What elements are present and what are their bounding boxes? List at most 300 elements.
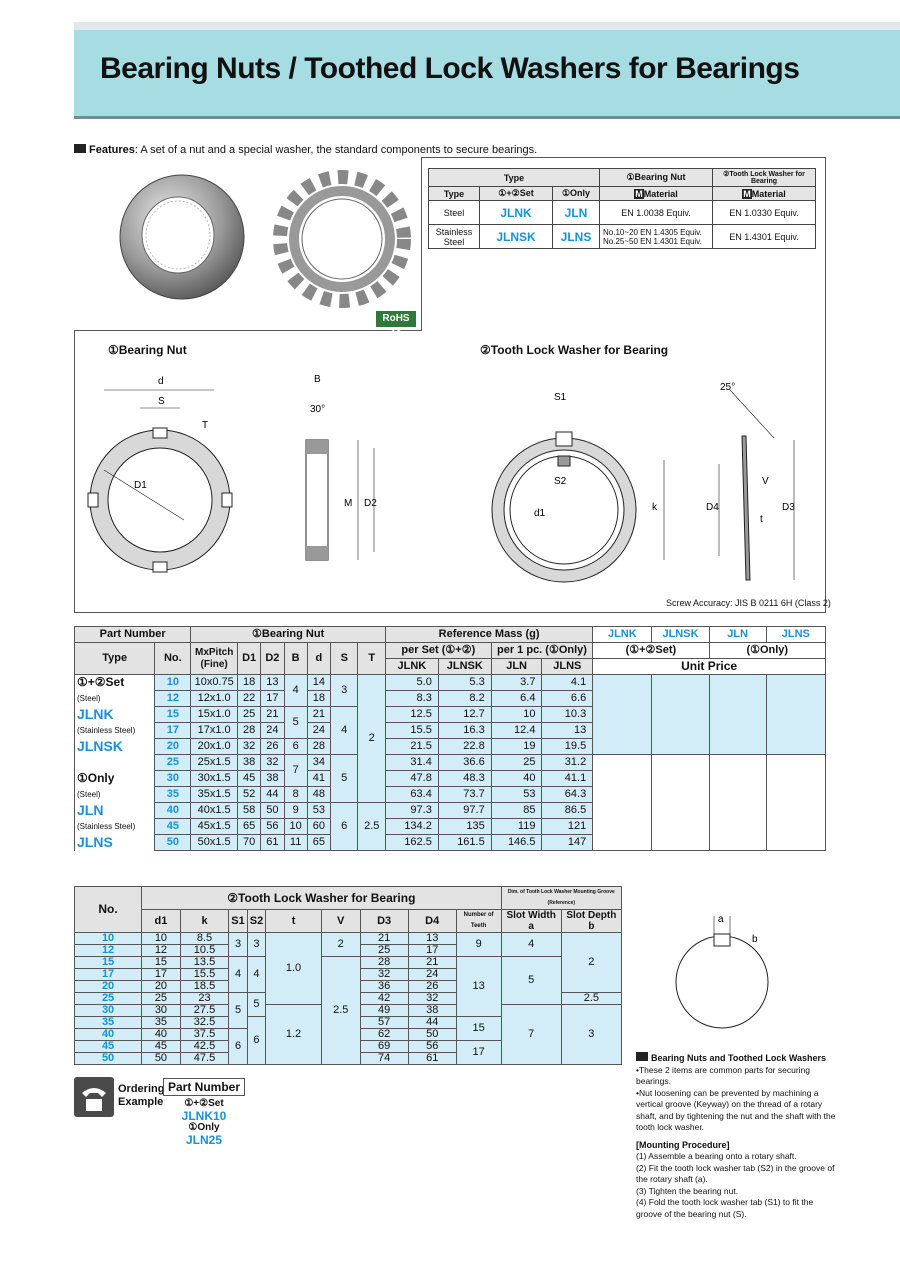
- mass-value: 31.4: [385, 755, 438, 771]
- side-title: Bearing Nuts and Toothed Lock Washers: [651, 1053, 827, 1063]
- h-unit-price: Unit Price: [593, 659, 826, 675]
- unit-price-cell: [766, 755, 825, 851]
- mass-value: 19: [491, 739, 542, 755]
- mass-value: 63.4: [385, 787, 438, 803]
- mx-pitch: 50x1.5: [191, 835, 238, 851]
- washer-photo: [280, 177, 404, 301]
- D2-value: 61: [261, 835, 284, 851]
- w-h-k: k: [180, 910, 229, 933]
- B-value: 5: [284, 707, 307, 739]
- w-h-S1: S1: [229, 910, 247, 933]
- D2-value: 32: [261, 755, 284, 771]
- ordering-set-example: JLNK10: [181, 1109, 227, 1123]
- unit-price-cell: [652, 675, 709, 755]
- mt-set-header: ①+②Set: [480, 187, 553, 201]
- ordering-label: Ordering Example: [118, 1083, 165, 1108]
- part-no: 45: [155, 819, 191, 835]
- ordering-part-number-box: Part Number: [163, 1078, 245, 1096]
- B-value: 11: [284, 835, 307, 851]
- washer-no: 10: [75, 933, 142, 945]
- w-h-d1: d1: [142, 910, 181, 933]
- dim-t: t: [760, 514, 763, 525]
- d-value: 18: [307, 691, 330, 707]
- page-title: Bearing Nuts / Toothed Lock Washers for Bearings: [100, 52, 800, 85]
- dim-B: B: [314, 374, 321, 385]
- B-value: 8: [284, 787, 307, 803]
- part-no: 25: [155, 755, 191, 771]
- mt-row-type: Stainless Steel: [429, 225, 480, 249]
- D1-value: 22: [238, 691, 261, 707]
- part-no: 50: [155, 835, 191, 851]
- D1-value: 45: [238, 771, 261, 787]
- material-table: [428, 168, 816, 249]
- d1-value: 30: [142, 1005, 181, 1017]
- mass-value: 19.5: [542, 739, 593, 755]
- D4-value: 32: [408, 993, 456, 1005]
- S-value: 5: [331, 755, 358, 803]
- mass-value: 12.4: [491, 723, 542, 739]
- mt-type-header: Type: [429, 169, 600, 187]
- mass-value: 41.1: [542, 771, 593, 787]
- side-p1: •These 2 items are common parts for securing bearings.: [636, 1064, 810, 1086]
- nut-diagram-label: ①Bearing Nut: [108, 343, 187, 357]
- washer-no: 12: [75, 945, 142, 957]
- d1-value: 15: [142, 957, 181, 969]
- B-value: 4: [284, 675, 307, 707]
- D1-value: 70: [238, 835, 261, 851]
- mx-pitch: 40x1.5: [191, 803, 238, 819]
- h-S: S: [331, 643, 358, 675]
- mass-value: 25: [491, 755, 542, 771]
- mass-value: 22.8: [438, 739, 491, 755]
- product-photo-image: [74, 157, 420, 329]
- D3-value: 49: [360, 1005, 408, 1017]
- D2-value: 26: [261, 739, 284, 755]
- S1-value: 3: [229, 933, 247, 957]
- dim-D4: D4: [706, 502, 719, 513]
- dim-angle25: 25°: [720, 382, 736, 393]
- w-h-D4: D4: [408, 910, 456, 933]
- d1-value: 40: [142, 1029, 181, 1041]
- dim-D3: D3: [782, 502, 795, 513]
- h-col-jlnsk: JLNSK: [652, 627, 709, 643]
- side-proc-title: [Mounting Procedure]: [636, 1139, 730, 1150]
- B-value: 9: [284, 803, 307, 819]
- d1-value: 45: [142, 1041, 181, 1053]
- mass-value: 119: [491, 819, 542, 835]
- teeth-value: 9: [456, 933, 501, 957]
- teeth-value: 17: [456, 1041, 501, 1065]
- w-h-V: V: [321, 910, 360, 933]
- mass-value: 31.2: [542, 755, 593, 771]
- side-s4: (4) Fold the tooth lock washer tab (S1) to fit the groove of the bearing nut (S).: [636, 1197, 814, 1219]
- washer-no: 17: [75, 969, 142, 981]
- d1-value: 50: [142, 1053, 181, 1065]
- type-label: JLNK: [75, 707, 155, 723]
- mass-value: 73.7: [438, 787, 491, 803]
- washer-front-view: [492, 392, 664, 582]
- mass-value: 97.7: [438, 803, 491, 819]
- B-value: 6: [284, 739, 307, 755]
- product-photo: [74, 157, 422, 331]
- D3-value: 57: [360, 1017, 408, 1029]
- dim-V: V: [762, 476, 769, 487]
- material-icon: M: [635, 188, 643, 199]
- S-value: 3: [331, 675, 358, 707]
- D3-value: 69: [360, 1041, 408, 1053]
- dim-S2: S2: [554, 476, 567, 487]
- dim-D2: D2: [364, 498, 377, 509]
- d1-value: 20: [142, 981, 181, 993]
- washer-no: 35: [75, 1017, 142, 1029]
- w-h-groove: Dim. of Tooth Lock Washer Mounting Groove (Reference): [501, 887, 621, 910]
- dim-S: S: [158, 396, 165, 407]
- rohs-badge: RoHS 10: [376, 311, 416, 327]
- d-value: 65: [307, 835, 330, 851]
- mass-value: 12.5: [385, 707, 438, 723]
- mass-value: 121: [542, 819, 593, 835]
- D3-value: 62: [360, 1029, 408, 1041]
- banner-top-strip: [74, 22, 900, 30]
- slot-depth-value: 2.5: [561, 993, 621, 1005]
- h-mass-jlns: JLNS: [542, 659, 593, 675]
- washer-no: 50: [75, 1053, 142, 1065]
- d-value: 34: [307, 755, 330, 771]
- type-label: (Stainless Steel): [75, 819, 155, 835]
- k-value: 18.5: [180, 981, 229, 993]
- D4-value: 24: [408, 969, 456, 981]
- dim-T: T: [202, 420, 209, 431]
- table-row: [75, 755, 826, 771]
- d-value: 48: [307, 787, 330, 803]
- D4-value: 21: [408, 957, 456, 969]
- part-no: 10: [155, 675, 191, 691]
- table-row: [75, 675, 826, 691]
- mx-pitch: 25x1.5: [191, 755, 238, 771]
- dim-S1: S1: [554, 392, 567, 403]
- dim-d: d: [158, 376, 164, 387]
- d-value: 14: [307, 675, 330, 691]
- D3-value: 21: [360, 933, 408, 945]
- w-h-no: No.: [75, 887, 142, 933]
- bearing-nut-table: [74, 626, 826, 851]
- part-no: 40: [155, 803, 191, 819]
- mass-value: 5.0: [385, 675, 438, 691]
- w-h-title: ②Tooth Lock Washer for Bearing: [142, 887, 501, 910]
- mass-value: 47.8: [385, 771, 438, 787]
- washer-side-view: [706, 382, 795, 580]
- h-col-jln: JLN: [709, 627, 766, 643]
- t-value: 1.2: [266, 1005, 322, 1065]
- S-value: 6: [331, 803, 358, 851]
- mx-pitch: 12x1.0: [191, 691, 238, 707]
- V-value: 2: [321, 933, 360, 957]
- mt-row-only: JLN: [553, 201, 600, 225]
- w-h-slotw: Slot Width a: [501, 910, 561, 933]
- ordering-only-example: JLN25: [185, 1133, 223, 1147]
- side-s1: (1) Assemble a bearing onto a rotary shaft.: [636, 1151, 797, 1161]
- D3-value: 74: [360, 1053, 408, 1065]
- mass-value: 161.5: [438, 835, 491, 851]
- nut-front-view: [88, 376, 232, 572]
- h-B: B: [284, 643, 307, 675]
- dim-b: b: [752, 934, 758, 945]
- part-no: 12: [155, 691, 191, 707]
- washer-no: 45: [75, 1041, 142, 1053]
- square-bullet-icon: [636, 1052, 648, 1061]
- D1-value: 52: [238, 787, 261, 803]
- mt-type2-header: Type: [429, 187, 480, 201]
- slot-width-value: 5: [501, 957, 561, 1005]
- teeth-value: 13: [456, 957, 501, 1017]
- D1-value: 32: [238, 739, 261, 755]
- D2-value: 13: [261, 675, 284, 691]
- mass-value: 97.3: [385, 803, 438, 819]
- h-D1: D1: [238, 643, 261, 675]
- w-h-S2: S2: [247, 910, 265, 933]
- technical-drawings: [74, 360, 826, 594]
- D2-value: 44: [261, 787, 284, 803]
- mt-row-set: JLNK: [480, 201, 553, 225]
- table-row: [75, 957, 622, 969]
- k-value: 32.5: [180, 1017, 229, 1029]
- bearing-nut-rows: [75, 675, 826, 851]
- screw-accuracy-note: Screw Accuracy: JIS B 0211 6H (Class 2): [666, 598, 831, 608]
- type-label: (Steel): [75, 691, 155, 707]
- d-value: 53: [307, 803, 330, 819]
- S2-value: 5: [247, 993, 265, 1017]
- V-value: 2.5: [321, 957, 360, 1065]
- D4-value: 17: [408, 945, 456, 957]
- k-value: 10.5: [180, 945, 229, 957]
- k-value: 37.5: [180, 1029, 229, 1041]
- D3-value: 42: [360, 993, 408, 1005]
- B-value: 10: [284, 819, 307, 835]
- mt-mat1-header: MMaterial: [600, 187, 713, 201]
- D3-value: 28: [360, 957, 408, 969]
- D2-value: 38: [261, 771, 284, 787]
- D3-value: 32: [360, 969, 408, 981]
- T-value: 2: [358, 675, 385, 803]
- washer-rows: [75, 933, 622, 1065]
- mass-value: 15.5: [385, 723, 438, 739]
- side-s3: (3) Tighten the bearing nut.: [636, 1185, 739, 1196]
- D1-value: 38: [238, 755, 261, 771]
- mt-row-nut: EN 1.0038 Equiv.: [600, 201, 713, 225]
- h-part-number: Part Number: [75, 627, 191, 643]
- title-banner: [74, 30, 900, 119]
- unit-price-cell: [652, 755, 709, 851]
- D1-value: 65: [238, 819, 261, 835]
- S-value: 4: [331, 707, 358, 755]
- h-set-sub: (①+②Set): [593, 643, 709, 659]
- d1-value: 25: [142, 993, 181, 1005]
- mass-value: 6.4: [491, 691, 542, 707]
- S2-value: 3: [247, 933, 265, 957]
- dim-d1: d1: [534, 508, 546, 519]
- mt-row-washer: EN 1.0330 Equiv.: [713, 201, 816, 225]
- D4-value: 26: [408, 981, 456, 993]
- d-value: 60: [307, 819, 330, 835]
- part-no: 30: [155, 771, 191, 787]
- keyway-diagram: [672, 910, 782, 1044]
- d1-value: 12: [142, 945, 181, 957]
- k-value: 13.5: [180, 957, 229, 969]
- type-label: (Stainless Steel): [75, 723, 155, 739]
- h-mass-jlnk: JLNK: [385, 659, 438, 675]
- D3-value: 36: [360, 981, 408, 993]
- D1-value: 18: [238, 675, 261, 691]
- type-label: JLNSK: [75, 739, 155, 755]
- D4-value: 61: [408, 1053, 456, 1065]
- D4-value: 38: [408, 1005, 456, 1017]
- B-value: 7: [284, 755, 307, 787]
- w-h-t: t: [266, 910, 322, 933]
- h-T: T: [358, 643, 385, 675]
- D4-value: 44: [408, 1017, 456, 1029]
- dim-M: M: [344, 498, 353, 509]
- part-no: 15: [155, 707, 191, 723]
- D1-value: 28: [238, 723, 261, 739]
- type-label: (Steel): [75, 787, 155, 803]
- mass-value: 53: [491, 787, 542, 803]
- mt-only-header: ①Only: [553, 187, 600, 201]
- t-value: 1.0: [266, 933, 322, 1005]
- h-d: d: [307, 643, 330, 675]
- mass-value: 4.1: [542, 675, 593, 691]
- material-icon: M: [743, 188, 751, 199]
- type-label: [75, 755, 155, 771]
- features-line: [74, 144, 537, 156]
- mass-value: 162.5: [385, 835, 438, 851]
- nut-side-view: [306, 374, 377, 560]
- mass-value: 12.7: [438, 707, 491, 723]
- k-value: 23: [180, 993, 229, 1005]
- d1-value: 10: [142, 933, 181, 945]
- h-no: No.: [155, 643, 191, 675]
- mass-value: 3.7: [491, 675, 542, 691]
- S1-value: 5: [229, 993, 247, 1029]
- D3-value: 25: [360, 945, 408, 957]
- washer-no: 30: [75, 1005, 142, 1017]
- d-value: 41: [307, 771, 330, 787]
- mass-value: 13: [542, 723, 593, 739]
- d-value: 21: [307, 707, 330, 723]
- D1-value: 25: [238, 707, 261, 723]
- type-label: ①Only: [75, 771, 155, 787]
- mass-value: 85: [491, 803, 542, 819]
- d-value: 24: [307, 723, 330, 739]
- mx-pitch: 17x1.0: [191, 723, 238, 739]
- mass-value: 21.5: [385, 739, 438, 755]
- part-no: 17: [155, 723, 191, 739]
- side-notes: [636, 1052, 836, 1220]
- mass-value: 64.3: [542, 787, 593, 803]
- mass-value: 8.3: [385, 691, 438, 707]
- k-value: 27.5: [180, 1005, 229, 1017]
- mass-value: 36.6: [438, 755, 491, 771]
- dim-angle30: 30°: [310, 404, 326, 415]
- D1-value: 58: [238, 803, 261, 819]
- part-no: 35: [155, 787, 191, 803]
- mass-value: 146.5: [491, 835, 542, 851]
- mass-value: 86.5: [542, 803, 593, 819]
- type-label: JLNS: [75, 835, 155, 851]
- slot-depth-value: 3: [561, 1005, 621, 1065]
- unit-price-cell: [709, 755, 766, 851]
- unit-price-cell: [709, 675, 766, 755]
- mass-value: 135: [438, 819, 491, 835]
- mass-value: 8.2: [438, 691, 491, 707]
- h-mxpitch: MxPitch (Fine): [191, 643, 238, 675]
- mass-value: 40: [491, 771, 542, 787]
- type-label: ①+②Set: [75, 675, 155, 691]
- S2-value: 6: [247, 1017, 265, 1065]
- mt-row-type: Steel: [429, 201, 480, 225]
- mt-nut-header: ①Bearing Nut: [600, 169, 713, 187]
- features-label: Features: [89, 144, 135, 156]
- mx-pitch: 35x1.5: [191, 787, 238, 803]
- dim-D1: D1: [134, 480, 147, 491]
- T-value: 2.5: [358, 803, 385, 851]
- washer-diagram-label: ②Tooth Lock Washer for Bearing: [480, 343, 669, 357]
- D2-value: 56: [261, 819, 284, 835]
- D4-value: 50: [408, 1029, 456, 1041]
- washer-table: [74, 886, 622, 1065]
- nut-photo: [120, 175, 244, 299]
- k-value: 42.5: [180, 1041, 229, 1053]
- washer-no: 40: [75, 1029, 142, 1041]
- mt-row-washer: EN 1.4301 Equiv.: [713, 225, 816, 249]
- mass-value: 16.3: [438, 723, 491, 739]
- mx-pitch: 10x0.75: [191, 675, 238, 691]
- d1-value: 17: [142, 969, 181, 981]
- D2-value: 21: [261, 707, 284, 723]
- D2-value: 50: [261, 803, 284, 819]
- mt-mat2-header: MMaterial: [713, 187, 816, 201]
- mass-value: 10.3: [542, 707, 593, 723]
- ordering-examples: ①+②Set JLNK10 ①Only JLN25: [176, 1098, 232, 1146]
- mass-value: 134.2: [385, 819, 438, 835]
- d1-value: 35: [142, 1017, 181, 1029]
- mx-pitch: 45x1.5: [191, 819, 238, 835]
- washer-no: 25: [75, 993, 142, 1005]
- mass-value: 48.3: [438, 771, 491, 787]
- phone-icon: [74, 1077, 114, 1117]
- h-per-1pc: per 1 pc. (①Only): [491, 643, 593, 659]
- D4-value: 13: [408, 933, 456, 945]
- washer-no: 20: [75, 981, 142, 993]
- slot-depth-value: 2: [561, 933, 621, 993]
- mass-value: 147: [542, 835, 593, 851]
- mt-row-only: JLNS: [553, 225, 600, 249]
- table-row: [75, 933, 622, 945]
- side-p2: •Nut loosening can be prevented by machining a vertical groove (Keyway) on the thread of a rotary shaft, and by tightening the nut and the shaft with the tooth lock washer.: [636, 1087, 836, 1132]
- h-only-sub: (①Only): [709, 643, 825, 659]
- k-value: 15.5: [180, 969, 229, 981]
- unit-price-cell: [593, 755, 652, 851]
- h-mass-jln: JLN: [491, 659, 542, 675]
- S1-value: 4: [229, 957, 247, 993]
- mt-washer-header: ②Tooth Lock Washer for Bearing: [713, 169, 816, 187]
- h-col-jlnk: JLNK: [593, 627, 652, 643]
- D2-value: 17: [261, 691, 284, 707]
- h-reference-mass: Reference Mass (g): [385, 627, 592, 643]
- S1-value: 6: [229, 1029, 247, 1065]
- mx-pitch: 20x1.0: [191, 739, 238, 755]
- S2-value: 4: [247, 957, 265, 993]
- washer-no: 15: [75, 957, 142, 969]
